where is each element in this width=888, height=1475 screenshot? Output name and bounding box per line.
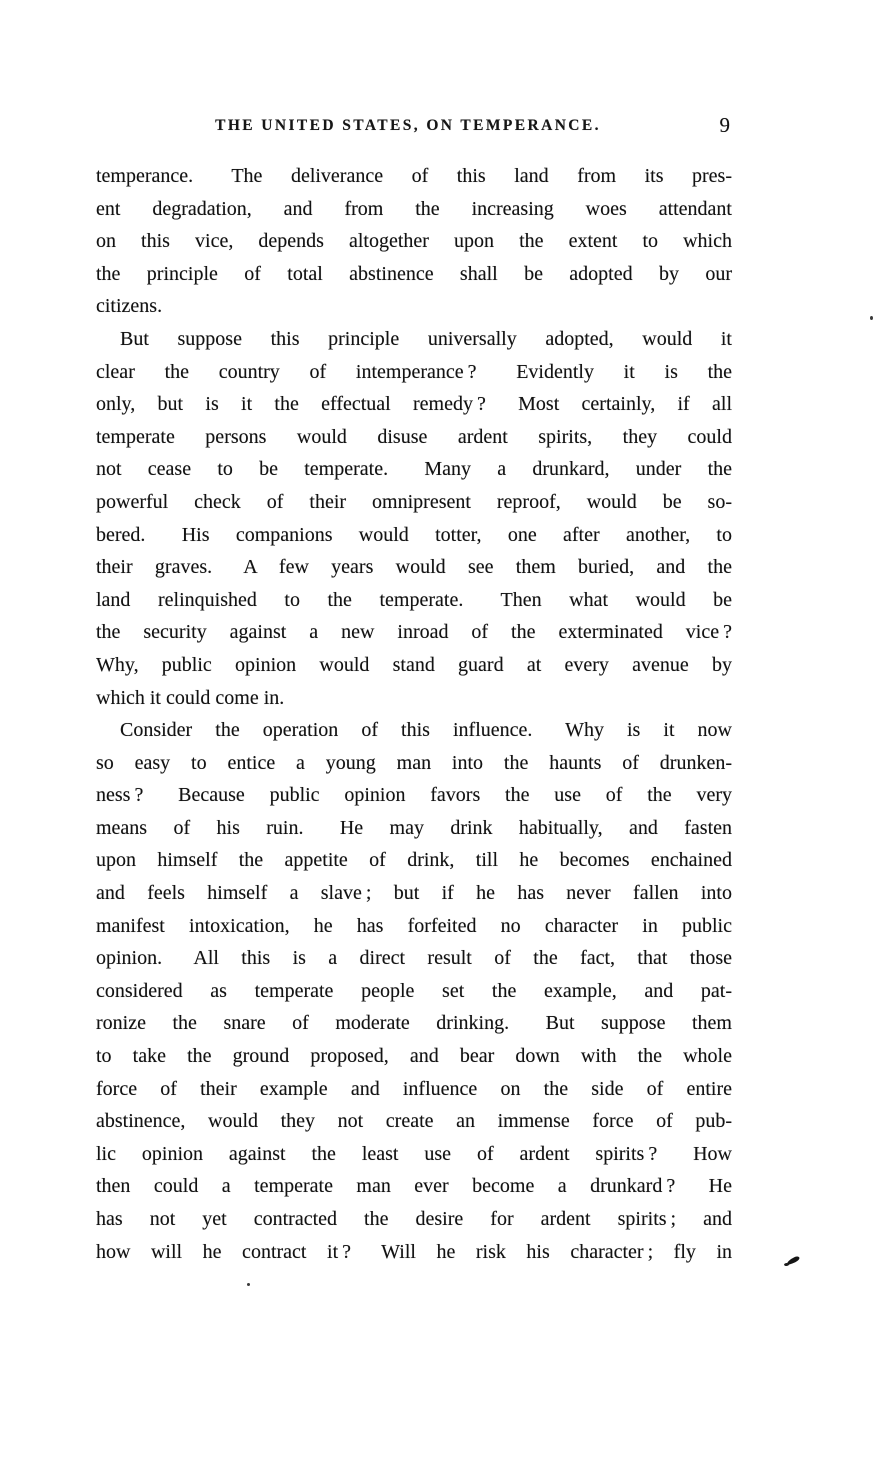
text-line: force of their example and influence on the side of entire bbox=[96, 1077, 732, 1100]
text-line: not cease to be temperate. Many a drunkard, under the bbox=[96, 458, 732, 481]
ink-speck bbox=[247, 1283, 250, 1286]
text-line: which it could come in. bbox=[96, 686, 285, 709]
text-block bbox=[96, 160, 732, 1268]
text-line: bered. His companions would totter, one after another, to bbox=[96, 523, 732, 546]
text-line: the security against a new inroad of the exterminated vice ? bbox=[96, 621, 732, 644]
ink-smudge-mark bbox=[786, 1255, 801, 1265]
text-line: abstinence, would they not create an immense force of pub- bbox=[96, 1110, 732, 1133]
text-line: considered as temperate people set the example, and pat- bbox=[96, 979, 732, 1002]
text-line: powerful check of their omnipresent reproof, would be so- bbox=[96, 490, 732, 513]
text-line: citizens. bbox=[96, 295, 163, 318]
text-line: lic opinion against the least use of ardent spirits ? How bbox=[96, 1142, 732, 1165]
page-number: 9 bbox=[719, 113, 730, 137]
text-line: ness ? Because public opinion favors the use of the very bbox=[96, 784, 732, 807]
text-line: But suppose this principle universally adopted, would it bbox=[120, 327, 732, 350]
text-line: land relinquished to the temperate. Then what would be bbox=[96, 588, 732, 611]
running-header bbox=[96, 113, 732, 141]
text-line: temperance. The deliverance of this land from its pres- bbox=[96, 165, 732, 187]
text-line: opinion. All this is a direct result of the fact, that those bbox=[96, 947, 732, 970]
text-line: manifest intoxication, he has forfeited no character in public bbox=[96, 914, 732, 937]
text-line: means of his ruin. He may drink habitually, and fasten bbox=[96, 816, 732, 839]
text-line: how will he contract it ? Will he risk his character ; fly in bbox=[96, 1240, 732, 1263]
running-title: THE UNITED STATES, ON TEMPERANCE. bbox=[215, 117, 601, 134]
text-line: the principle of total abstinence shall be adopted by our bbox=[96, 262, 732, 285]
text-line: then could a temperate man ever become a drunkard ? He bbox=[96, 1175, 732, 1198]
text-line: ronize the snare of moderate drinking. But suppose them bbox=[96, 1012, 732, 1035]
text-line: temperate persons would disuse ardent spirits, they could bbox=[96, 425, 732, 448]
text-line: so easy to entice a young man into the haunts of drunken- bbox=[96, 751, 732, 774]
ink-speck bbox=[870, 316, 873, 320]
text-line: has not yet contracted the desire for ardent spirits ; and bbox=[96, 1208, 732, 1230]
text-line: to take the ground proposed, and bear down with the whole bbox=[96, 1045, 732, 1068]
text-line: ent degradation, and from the increasing woes attendant bbox=[96, 197, 732, 220]
text-line: clear the country of intemperance ? Evidently it is the bbox=[96, 360, 732, 383]
text-line: on this vice, depends altogether upon the extent to which bbox=[96, 230, 732, 253]
text-line: upon himself the appetite of drink, till he becomes enchained bbox=[96, 849, 732, 872]
text-line: Why, public opinion would stand guard at every avenue by bbox=[96, 653, 732, 676]
text-line: and feels himself a slave ; but if he has never fallen into bbox=[96, 882, 732, 905]
text-line: Consider the operation of this influence. Why is it now bbox=[120, 719, 732, 742]
text-line: only, but is it the effectual remedy ? Most certainly, if all bbox=[96, 393, 732, 416]
text-line: their graves. A few years would see them buried, and the bbox=[96, 556, 732, 579]
